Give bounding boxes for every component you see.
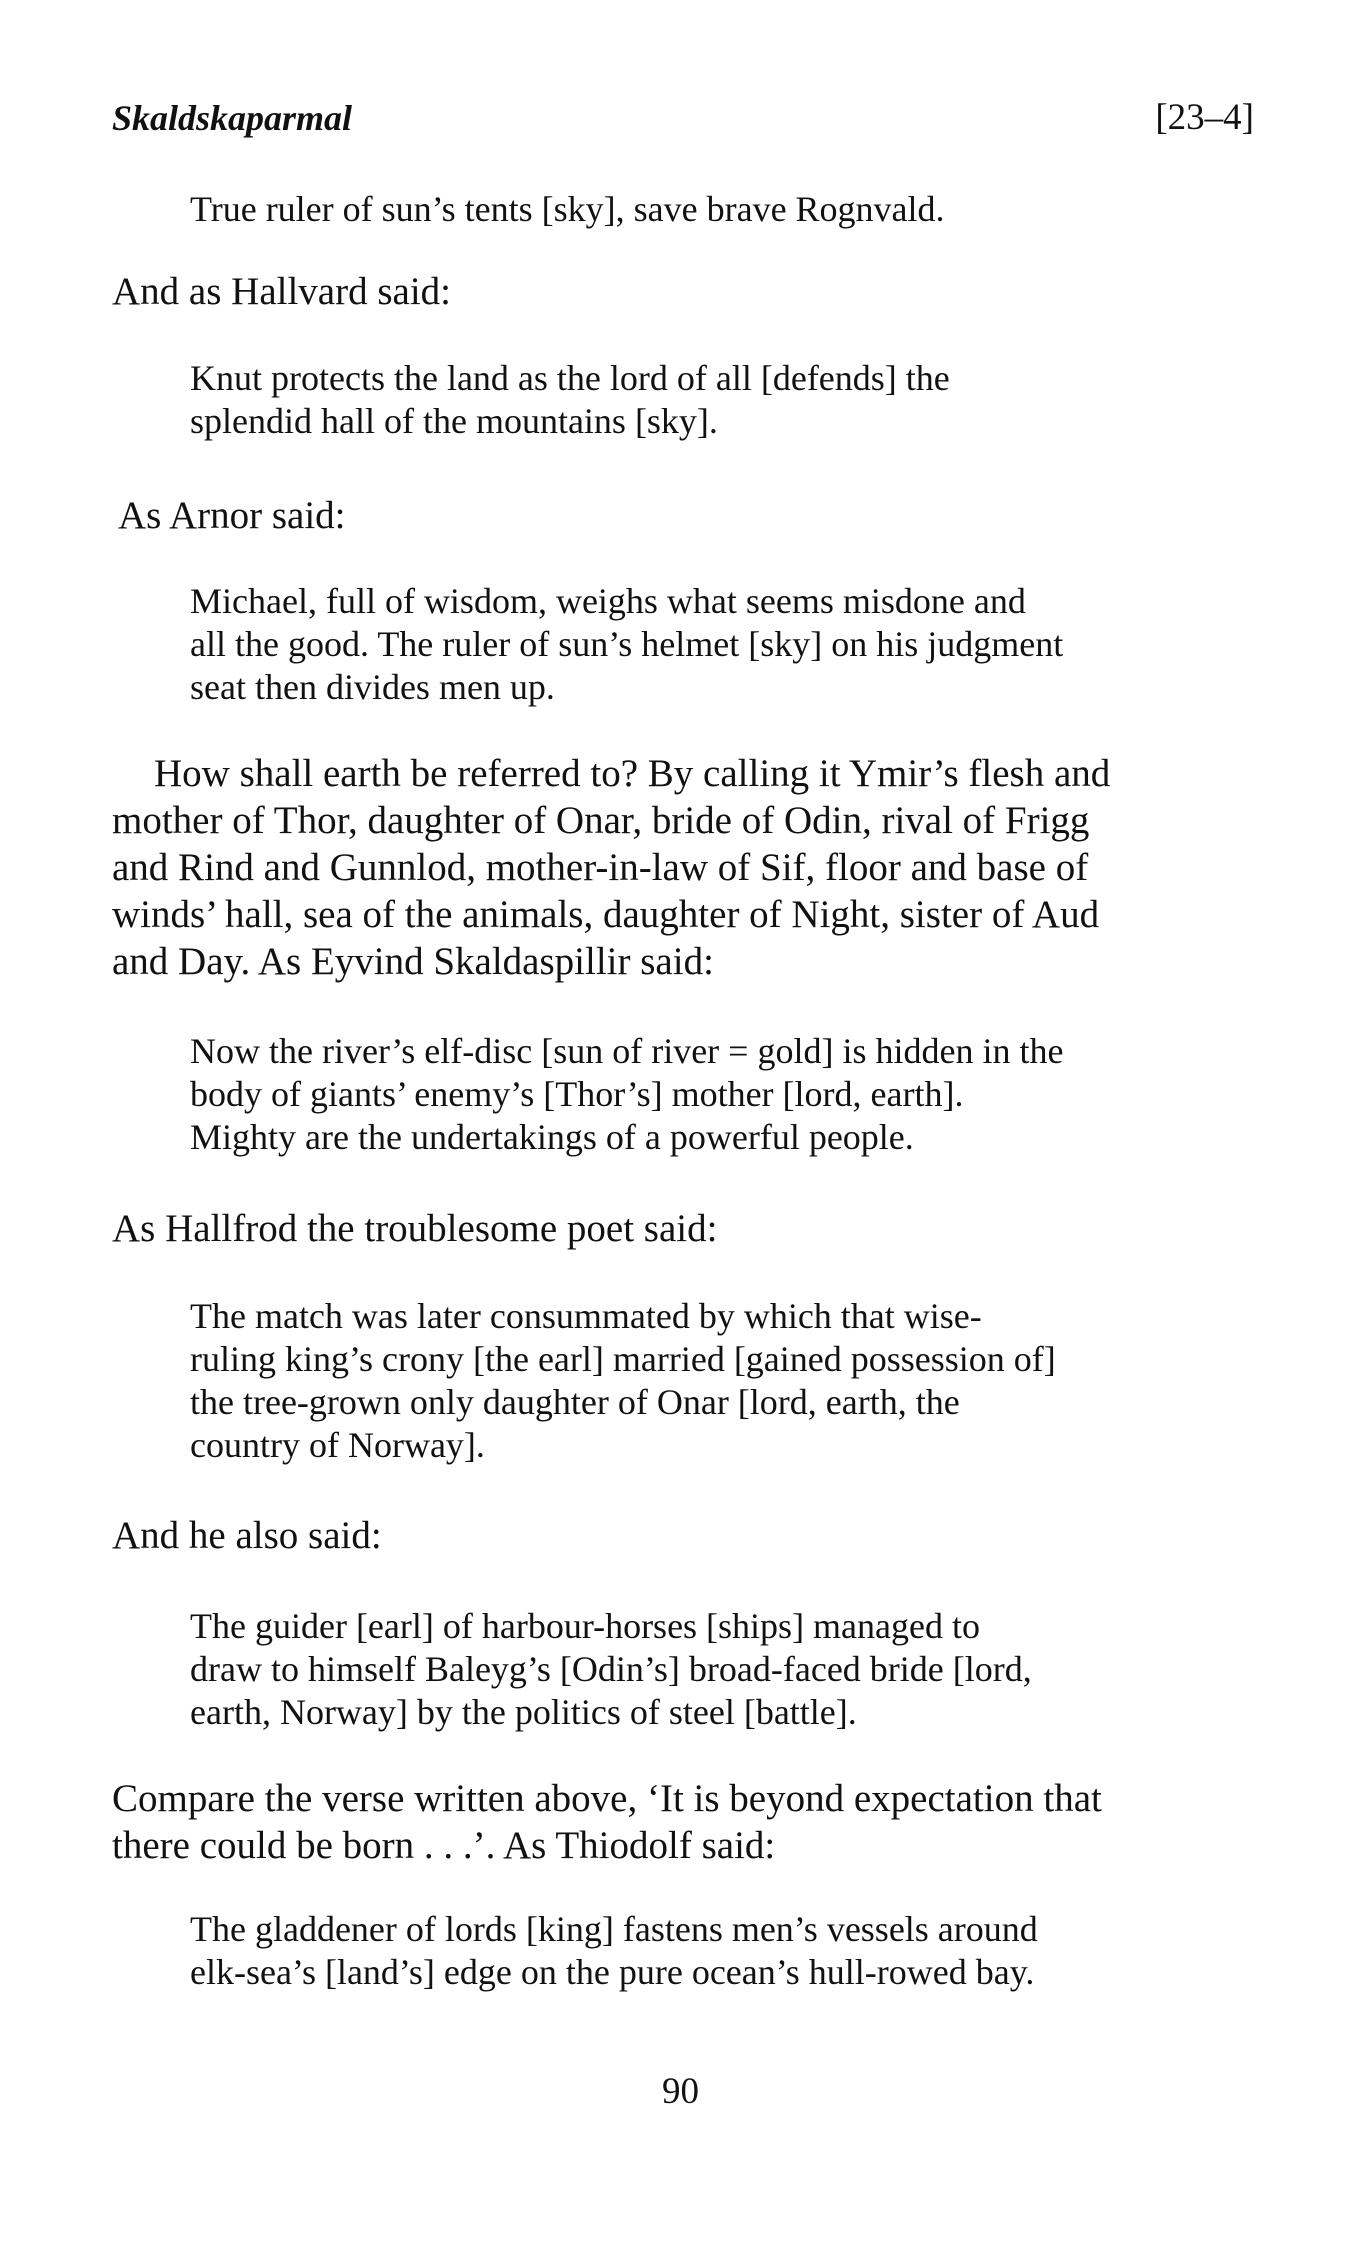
running-head-section-ref: [23–4] bbox=[1155, 97, 1254, 138]
text-line: the tree-grown only daughter of Onar [lord, earth, the bbox=[190, 1382, 960, 1422]
text-line: draw to himself Baleyg’s [Odin’s] broad-faced bride [lord, bbox=[190, 1649, 1032, 1689]
running-head-title: Skaldskaparmal bbox=[112, 98, 353, 138]
text-line: The gladdener of lords [king] fastens men’s vessels around bbox=[190, 1909, 1038, 1949]
text-line: How shall earth be referred to? By calling it Ymir’s flesh and bbox=[154, 752, 1111, 795]
text-line: all the good. The ruler of sun’s helmet [sky] on his judgment bbox=[190, 624, 1064, 664]
text-line: earth, Norway] by the politics of steel [battle]. bbox=[190, 1692, 857, 1732]
prose-paragraph bbox=[118, 492, 346, 539]
prose-paragraph bbox=[112, 750, 1110, 985]
text-line: country of Norway]. bbox=[190, 1425, 485, 1465]
verse-quotation bbox=[190, 1908, 1038, 1994]
text-line: And as Hallvard said: bbox=[112, 270, 452, 313]
verse-quotation bbox=[190, 1030, 1063, 1159]
verse-quotation bbox=[190, 1295, 1056, 1467]
text-line: The guider [earl] of harbour-horses [ships] managed to bbox=[190, 1606, 980, 1646]
verse-quotation bbox=[190, 580, 1063, 709]
text-line: body of giants’ enemy’s [Thor’s] mother [lord, earth]. bbox=[190, 1074, 964, 1114]
text-line: ruling king’s crony [the earl] married [gained possession of] bbox=[190, 1339, 1056, 1379]
text-line: and Rind and Gunnlod, mother-in-law of Sif, floor and base of bbox=[112, 846, 1089, 889]
text-line: As Hallfrod the troublesome poet said: bbox=[112, 1207, 718, 1250]
prose-paragraph bbox=[112, 1512, 382, 1559]
prose-paragraph bbox=[112, 268, 451, 315]
text-line: As Arnor said: bbox=[118, 494, 346, 537]
prose-paragraph bbox=[112, 1775, 1102, 1869]
verse-quotation bbox=[190, 1605, 1032, 1734]
page-number: 90 bbox=[662, 2071, 699, 2112]
text-line: mother of Thor, daughter of Onar, bride of Odin, rival of Frigg bbox=[112, 799, 1090, 842]
text-line: True ruler of sun’s tents [sky], save brave Rognvald. bbox=[190, 189, 945, 229]
prose-paragraph bbox=[112, 1205, 717, 1252]
text-line: elk-sea’s [land’s] edge on the pure ocean’s hull-rowed bay. bbox=[190, 1952, 1035, 1992]
text-line: splendid hall of the mountains [sky]. bbox=[190, 401, 718, 441]
text-line: and Day. As Eyvind Skaldaspillir said: bbox=[112, 940, 714, 983]
running-head bbox=[112, 96, 1254, 148]
verse-quotation bbox=[190, 188, 945, 231]
text-line: Michael, full of wisdom, weighs what seems misdone and bbox=[190, 581, 1026, 621]
text-line: The match was later consummated by which that wise- bbox=[190, 1296, 982, 1336]
text-line: seat then divides men up. bbox=[190, 667, 555, 707]
text-line: Compare the verse written above, ‘It is beyond expectation that bbox=[112, 1777, 1102, 1820]
text-line: there could be born . . .’. As Thiodolf said: bbox=[112, 1824, 776, 1867]
text-line: Knut protects the land as the lord of all [defends] the bbox=[190, 358, 950, 398]
text-line: Now the river’s elf-disc [sun of river = gold] is hidden in the bbox=[190, 1031, 1064, 1071]
text-line: Mighty are the undertakings of a powerful people. bbox=[190, 1117, 914, 1157]
verse-quotation bbox=[190, 357, 950, 443]
text-line: And he also said: bbox=[112, 1514, 382, 1557]
text-line: winds’ hall, sea of the animals, daughter of Night, sister of Aud bbox=[112, 893, 1100, 936]
